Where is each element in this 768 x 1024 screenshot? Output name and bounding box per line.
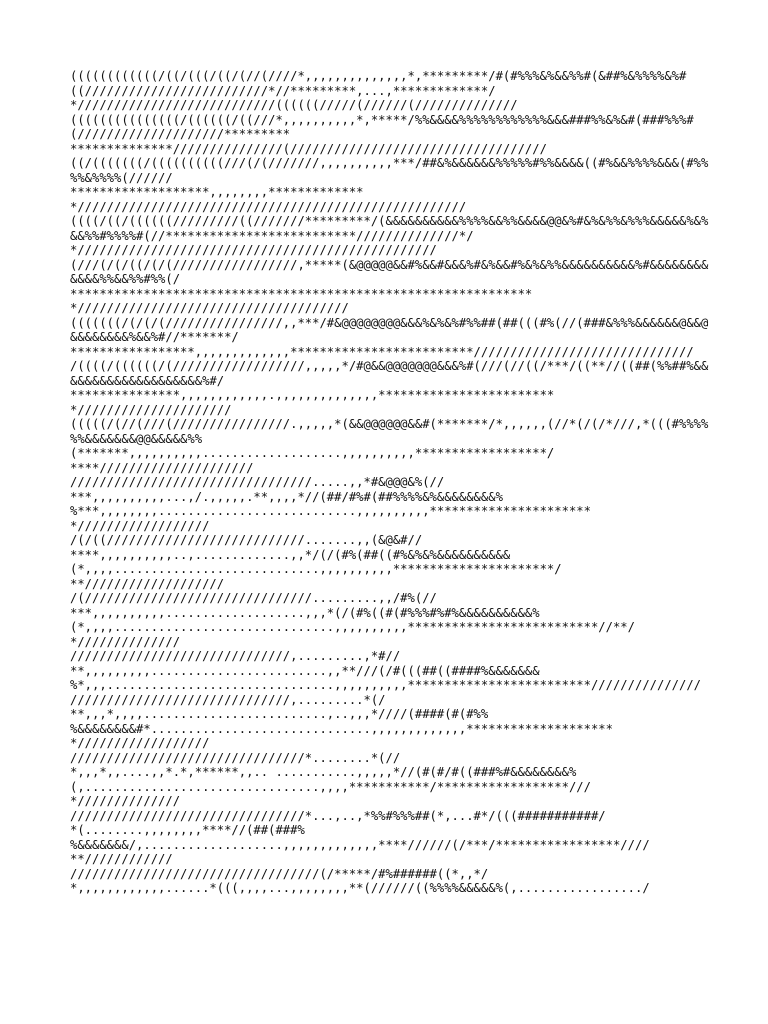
art-line: ***,,,,,,,,,,...,/.,,,,,.**,,,,*//(##/#%#(##%%%%&%&&&&&&&&% [70,489,503,504]
art-line: ****,,,,,,,,,,..,.............,,*/(/(#%(##((#%&%&%&&&&&&&&&&(*,,,,............................,,,,,,,,,,**********************/ [70,547,562,576]
art-line: (///(/(/((/(/(/////////////////,*****(&@@@@@&&#%&&#&&&%#&%&&#%&%&%%&&&&&&&&&&%#&&&&&&&&&&&&%%&&%%#%%(/ [70,257,709,286]
art-line: **//////////// [70,852,173,866]
art-line: (*******,,,,,,,,,,...................,,,,,,,,,,******************/ [70,446,555,460]
art-line: **,,,*,,,,.........................,..,,,*////(####(#(#%% [70,707,489,721]
art-line: **************///////////////(/////////////////////////////////// [70,141,547,156]
art-line: (((((((/(/(/(////////////////,,***/#&@@@@@@@@&&&%&%&%#%%##(##(((#%(//(###&%%%&&&&&&@&&@&&&&&&&&%&&%#//*******/ [70,315,709,344]
art-line: **,,,,,,,,,........................,,**///(/#(((##((####%&&&&&&& [70,663,540,678]
art-line: *////////////// [70,634,181,649]
art-line: (((((((((((((((/((((((/((///*,,,,,,,,,,*,*****/%%&&&&%%%%%%%%%%%%&&&###%%&%&#(###%%%#(////////////////////********* [70,112,694,141]
art-line: ***************,,,,,,,,,,,,.,,,,,,,,,,,,,,*************************///////////////////// [70,388,555,417]
art-line: ****///////////////////// [70,460,254,475]
art-line: ***,,,,,,,,,,...................,,,*(/(#%((#(#%%%#%#%&&&&&&&&&&% [70,605,540,620]
art-line: *(........,,,,,,,,****//(##(###% [70,823,305,837]
art-line: ((((((((((((/((/(((/((/(//(////*,,,,,,,,,,,,,,*,*********/#(#%%%&%&&%%#(&##%&%%%%&%#((/////////////////////////*//*********,...,*************/ [70,69,687,98]
art-line: ((/(((((((/((((((((((///(/(///////,,,,,,,,,,***/##&%&&&&&&%%%%%#%%&&&&((#%&&%%%%&&&(#%%%%&%%%%(////// [70,156,709,185]
art-line: *,,,*,,....,,*.*,******,,.. ...........,,,,,*//(#(#/#((###%#&&&&&&&&% [70,765,577,779]
art-line: /(///////////////////////////////.........,,/#%(// [70,591,437,605]
art-line: *****************,,,,,,,,,,,,,*************************////////////////////////////// [70,344,694,359]
art-line: //////////////////////////////////(/*****/#%######((*,,*/ [70,866,489,881]
art-line: //////////////////////////////,.........,*#// [70,649,401,663]
art-line: (((((/(//(///(////////////////.,,,,,*(&&@@@@@@&&#(*******/*,,,,,,(//*(/(/*///,*(((#%%%%%%&&&&&&&@@&&&&&%% [70,417,709,446]
art-line: *////////////// [70,794,181,808]
art-line: *///////////////////////////////////////////////// [70,243,437,257]
art-line: %***,,,,,,,,...........................,,,,,,,,,,***********************////////////////// [70,504,591,533]
art-line: (,................................,,,,***********/******************/// [70,779,591,794]
art-line: //////////////////////////////,.........*(/ [70,692,386,707]
art-line: *///////////////////////////((((((/////(//////(////////////// [70,98,518,112]
art-line: %*,,,...............................,,,,,,,,,,*************************/////////////// [70,678,702,692]
art-line: /(/((///////////////////////////.......,,(&@&#// [70,533,423,547]
art-line: ****************************************************************///////////////////////////////////// [70,286,533,315]
art-line: *******************,,,,,,,,**************///////////////////////////////////////////////////// [70,185,467,214]
ascii-art-block [70,69,710,896]
art-line: %&&&&&&&/,...................,,,,,,,,,,,,,****//////(/***/*****************//// [70,837,650,852]
art-line: **/////////////////// [70,576,225,591]
art-line: %&&&&&&&&#*..............................,,,,,,,,,,,,,*********************////////////////// [70,721,613,750]
art-line: (*,,,,..............................,,,,,,,,,,**************************//**/ [70,620,635,634]
art-line: ((((/((/((((((/////////((///////*********/(&&&&&&&&&&%%%%&&%%&&&&@@&%#&%&%%&%%%&&&&&%&%&&%%#%%%%#(//**************************//////////////*/ [70,214,709,243]
art-line: /((((/((((((/(//////////////////,,,,,*/#@&&@@@@@@@&&&%#(///(//((/***/((**//((##(%%##%&&&&&&&&&&&&&&&&&&&&%#/ [70,359,709,388]
art-line: *,,,,,,,,,,,,......*(((,,,,...,,,,,,,,**(//////((%%%%&&&&&%(,................./ [70,881,650,895]
art-line: /////////////////////////////////.....,,*#&@@@&%(// [70,475,445,489]
art-line: ////////////////////////////////*...,..,*%%#%%%##(*,...#*/(((###########/ [70,808,606,823]
art-line: ////////////////////////////////*........*(// [70,750,401,765]
